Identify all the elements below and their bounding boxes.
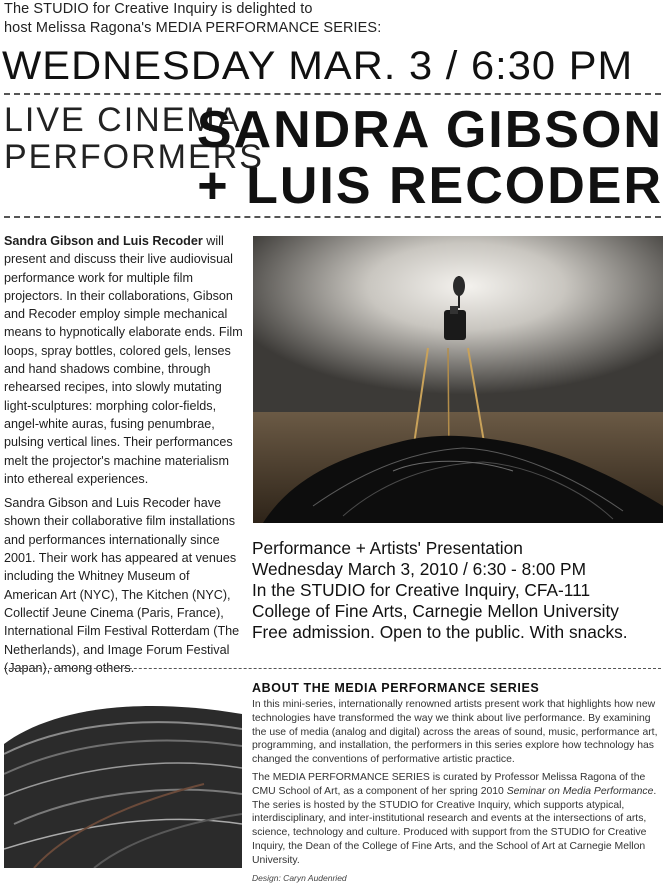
description-paragraph-1 [4, 232, 244, 488]
event-line-2: Wednesday March 3, 2010 / 6:30 - 8:00 PM [252, 559, 586, 579]
event-line-1: Performance + Artists' Presentation [252, 538, 523, 558]
event-details [252, 538, 628, 643]
description-paragraph-2: Sandra Gibson and Luis Recoder have shown their collaborative film installations and performances internationally since 2001. Their work has appeared at venues including the Whitney Museum of American Art (NYC), The Kitchen (NYC), Collectif Jeune Cinema (Paris, France), International Film Festival Rotterdam (The Netherlands), and Image Forum Festival (Japan), among others. [4, 496, 240, 675]
about-text-2b: . The series is hosted by the STUDIO for Creative Inquiry, which supports atypical, interdisciplinary, and inter-institutional research and events at the intersections of arts, science, technology and culture. Produced with support from the STUDIO for Creative Inquiry, the Dean of the College of Fine Arts, and the School of Art at Carnegie Mellon University. [252, 785, 657, 866]
artist-names-bold: Sandra Gibson and Luis Recoder [4, 234, 203, 248]
about-paragraph-2 [252, 771, 662, 868]
subtitle-line-1: LIVE CINEMA [4, 101, 242, 139]
performer-name-1: SANDRA GIBSON [196, 101, 663, 159]
projector-photo [253, 236, 663, 523]
artist-description [4, 232, 244, 683]
about-series [252, 681, 662, 885]
about-paragraph-1: In this mini-series, internationally renowned artists present work that highlights how new technologies have transformed the way we think about live performance. By examining the use of media (analog and digital) across the areas of sound, music, performance art, programming, and installation, the performers in this series explore how technology has changed the conventions of performative artistic practice. [252, 699, 658, 766]
performer-names [197, 102, 663, 214]
description-text-1: will present and discuss their live audiovisual performance work for multiple film projectors. In their collaborations, Gibson and Recoder employ simple mechanical means to hypnotically elaborate ends. Film loops, spray bottles, colored gels, lenses and hand shadows combine, through rehearsed recipes, into slowly mutating light-sculptures: morphing color-fields, angel-white auras, fusing penumbrae, pulsing vertical lines. Their performances melt the projector's machine materialism into ethereal experiences. [4, 234, 243, 486]
event-line-5: Free admission. Open to the public. With snacks. [252, 622, 628, 642]
divider-about [4, 668, 661, 669]
event-date-banner: WEDNESDAY MAR. 3 / 6:30 PM [2, 44, 634, 88]
design-credit: Design: Caryn Audenried [252, 872, 347, 883]
divider-top [4, 93, 661, 95]
event-line-4: College of Fine Arts, Carnegie Mellon University [252, 601, 619, 621]
intro-line-2: host Melissa Ragona's MEDIA PERFORMANCE SERIES: [4, 20, 382, 36]
seminar-title: Seminar on Media Performance [506, 785, 654, 797]
about-heading: ABOUT THE MEDIA PERFORMANCE SERIES [252, 681, 540, 695]
intro-line-1: The STUDIO for Creative Inquiry is delighted to [4, 1, 313, 17]
event-line-3: In the STUDIO for Creative Inquiry, CFA-111 [252, 580, 591, 600]
intro-text [4, 0, 381, 38]
film-strip-photo [4, 684, 242, 868]
subtitle-line-2: PERFORMERS [4, 138, 264, 176]
about-text-2a: The MEDIA PERFORMANCE SERIES is curated by Professor Melissa Ragona of the CMU School of Art, as a component of her spring 2010 [252, 771, 646, 797]
performer-name-2: + LUIS RECODER [197, 157, 663, 215]
divider-title [4, 216, 661, 218]
